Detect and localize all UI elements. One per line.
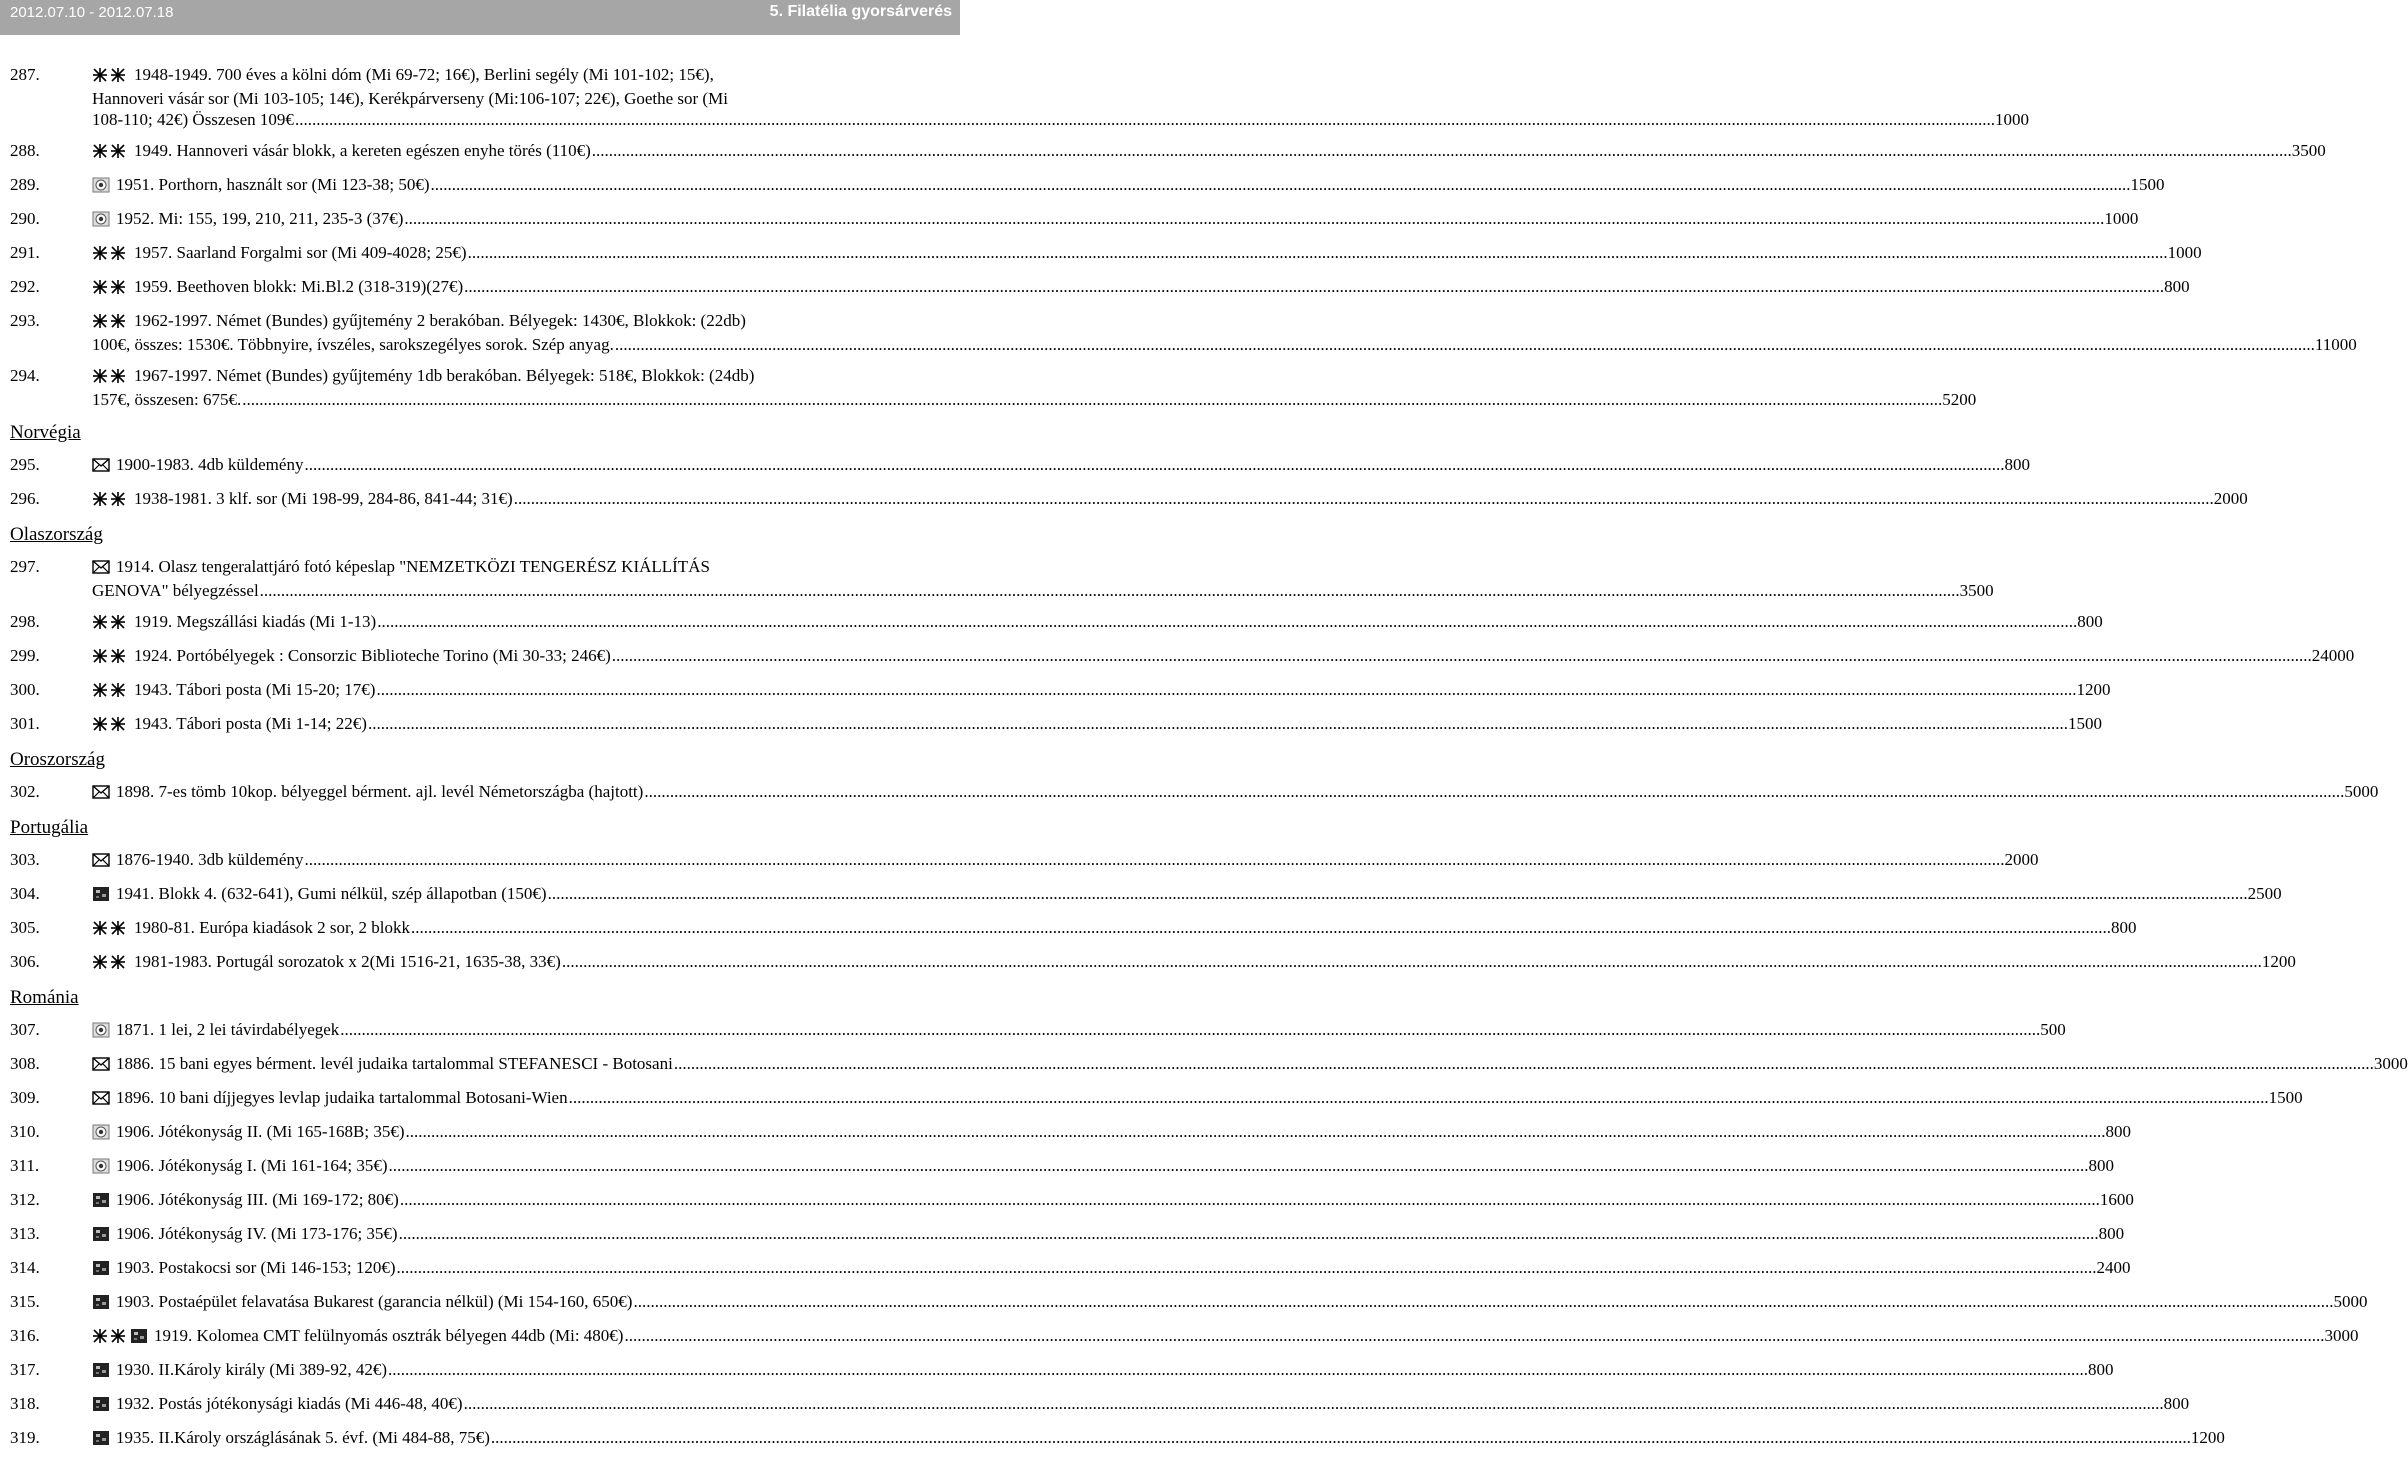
used-icon	[92, 211, 110, 232]
hinged-icon	[92, 1362, 110, 1383]
lot-entry	[10, 208, 2139, 232]
lot-entry	[10, 679, 2111, 703]
leader-dots: ................................................................................................................................................................................................................................................................................................................................................................................................................	[467, 243, 2168, 262]
lot-entry	[10, 310, 2357, 355]
mint-icon	[92, 682, 128, 703]
lot-description: GENOVA" bélyegzéssel	[92, 581, 259, 600]
leader-dots: ................................................................................................................................................................................................................................................................................................................................................................................................................	[614, 335, 2315, 354]
lot-entry	[10, 883, 2282, 907]
lot-number: 291.	[10, 243, 40, 262]
mint-icon	[92, 245, 128, 266]
lot-entry	[10, 1053, 2408, 1077]
leader-dots: ................................................................................................................................................................................................................................................................................................................................................................................................................	[259, 581, 1960, 600]
lot-price: 800	[2088, 1360, 2114, 1379]
lot-price: 800	[2111, 918, 2137, 937]
lot-description: 1871. 1 lei, 2 lei távirdabélyegek	[116, 1020, 340, 1039]
lot-number: 309.	[10, 1088, 40, 1107]
lot-description: 1896. 10 bani díjjegyes levlap judaika tartalommal Botosani-Wien	[116, 1088, 568, 1107]
leader-dots: ................................................................................................................................................................................................................................................................................................................................................................................................................	[388, 1360, 2089, 1379]
lot-number: 318.	[10, 1394, 40, 1413]
lot-number: 317.	[10, 1360, 40, 1379]
lot-price: 2500	[2247, 884, 2282, 903]
leader-dots: ................................................................................................................................................................................................................................................................................................................................................................................................................	[464, 277, 2165, 296]
lot-description: 1959. Beethoven blokk: Mi.Bl.2 (318-319)(27€)	[134, 277, 464, 296]
lot-price: 3000	[2324, 1326, 2359, 1345]
lot-price: 800	[2004, 455, 2030, 474]
lot-price: 3500	[1959, 581, 1994, 600]
lot-number: 297.	[10, 557, 40, 576]
lot-number: 290.	[10, 209, 40, 228]
country-heading: Norvégia	[10, 422, 81, 443]
leader-dots: ................................................................................................................................................................................................................................................................................................................................................................................................................	[404, 209, 2105, 228]
leader-dots: ................................................................................................................................................................................................................................................................................................................................................................................................................	[430, 175, 2131, 194]
lot-description: 1943. Tábori posta (Mi 1-14; 22€)	[134, 714, 367, 733]
hinged-icon	[92, 1192, 110, 1213]
lot-description: 1919. Megszállási kiadás (Mi 1-13)	[134, 612, 377, 631]
leader-dots: ................................................................................................................................................................................................................................................................................................................................................................................................................	[490, 1428, 2191, 1447]
lot-entry	[10, 1087, 2303, 1111]
mint-icon	[92, 313, 128, 334]
leader-dots: ................................................................................................................................................................................................................................................................................................................................................................................................................	[304, 850, 2005, 869]
lot-description: 1919. Kolomea CMT felülnyomás osztrák bélyegen 44db (Mi: 480€)	[154, 1326, 624, 1345]
mint-icon	[92, 491, 128, 512]
lot-price: 1000	[2167, 243, 2202, 262]
lot-entry	[10, 1257, 2131, 1281]
leader-dots: ................................................................................................................................................................................................................................................................................................................................................................................................................	[561, 952, 2262, 971]
lot-price: 5000	[2333, 1292, 2368, 1311]
lot-entry	[10, 365, 1977, 410]
leader-dots: ................................................................................................................................................................................................................................................................................................................................................................................................................	[367, 714, 2068, 733]
lot-entry	[10, 242, 2202, 266]
lot-entry	[10, 917, 2137, 941]
lot-price: 1200	[2261, 952, 2296, 971]
hinged-icon	[92, 1260, 110, 1281]
country-heading: Portugália	[10, 817, 89, 838]
lot-entry	[10, 1393, 2190, 1417]
lot-entry	[10, 951, 2296, 975]
hinged-icon	[92, 1430, 110, 1451]
leader-dots: ................................................................................................................................................................................................................................................................................................................................................................................................................	[673, 1054, 2374, 1073]
lot-entry	[10, 140, 2326, 164]
lot-description: 1943. Tábori posta (Mi 15-20; 17€)	[134, 680, 376, 699]
lot-description: 100€, összes: 1530€. Többnyire, ívszéles, sarokszegélyes sorok. Szép anyag.	[92, 335, 614, 354]
lot-price: 11000	[2314, 335, 2357, 354]
lot-entry	[10, 1223, 2125, 1247]
lot-description: 1948-1949. 700 éves a kölni dóm (Mi 69-72; 16€), Berlini segély (Mi 101-102; 15€),	[134, 65, 714, 84]
leader-dots: ................................................................................................................................................................................................................................................................................................................................................................................................................	[633, 1292, 2334, 1311]
lot-description: 1930. II.Károly király (Mi 389-92, 42€)	[116, 1360, 388, 1379]
page-header	[0, 0, 960, 35]
lot-price: 1000	[1994, 110, 2029, 129]
lot-number: 304.	[10, 884, 40, 903]
mint-icon	[92, 920, 128, 941]
leader-dots: ................................................................................................................................................................................................................................................................................................................................................................................................................	[398, 1224, 2099, 1243]
lot-number: 296.	[10, 489, 40, 508]
lot-price: 1500	[2268, 1088, 2303, 1107]
envelope-icon	[92, 1090, 110, 1111]
envelope-icon	[92, 852, 110, 873]
lot-entry	[10, 1325, 2359, 1349]
lot-description: 1903. Postaépület felavatása Bukarest (garancia nélkül) (Mi 154-160, 650€)	[116, 1292, 633, 1311]
lot-description: 1951. Porthorn, használt sor (Mi 123-38; 50€)	[116, 175, 430, 194]
lot-number: 314.	[10, 1258, 40, 1277]
lot-description: 1967-1997. Német (Bundes) gyűjtemény 1db berakóban. Bélyegek: 518€, Blokkok: (24db)	[134, 366, 755, 385]
lot-price: 1200	[2076, 680, 2111, 699]
lot-description: Hannoveri vásár sor (Mi 103-105; 14€), Kerékpárverseny (Mi:106-107; 22€), Goethe sor (Mi	[92, 89, 728, 108]
lot-price: 2000	[2004, 850, 2039, 869]
lot-number: 295.	[10, 455, 40, 474]
lot-description: 1898. 7-es tömb 10kop. bélyeggel bérment. ajl. levél Németországba (hajtott)	[116, 782, 644, 801]
lot-price: 5200	[1942, 390, 1977, 409]
lot-price: 800	[2105, 1122, 2132, 1141]
lot-entry	[10, 1019, 2066, 1043]
leader-dots: ................................................................................................................................................................................................................................................................................................................................................................................................................	[399, 1190, 2100, 1209]
leader-dots: ................................................................................................................................................................................................................................................................................................................................................................................................................	[377, 612, 2078, 631]
mint-icon	[92, 368, 128, 389]
leader-dots: ................................................................................................................................................................................................................................................................................................................................................................................................................	[611, 646, 2312, 665]
mint-icon	[92, 614, 128, 635]
lot-description: 1980-81. Európa kiadások 2 sor, 2 blokk	[134, 918, 411, 937]
lot-number: 298.	[10, 612, 40, 631]
country-heading: Olaszország	[10, 524, 103, 545]
lot-entry	[10, 64, 2029, 130]
lot-entry	[10, 1155, 2115, 1179]
lot-entry	[10, 645, 2355, 669]
mint-icon	[92, 143, 128, 164]
lot-description: 1941. Blokk 4. (632-641), Gumi nélkül, szép állapotban (150€)	[116, 884, 547, 903]
hinged-icon	[130, 1328, 148, 1349]
lot-list	[10, 64, 2408, 1461]
lot-number: 301.	[10, 714, 40, 733]
lot-description: 1962-1997. Német (Bundes) gyűjtemény 2 berakóban. Bélyegek: 1430€, Blokkok: (22db)	[134, 311, 746, 330]
used-icon	[92, 1124, 110, 1145]
lot-number: 315.	[10, 1292, 40, 1311]
lot-number: 316.	[10, 1326, 40, 1345]
lot-number: 307.	[10, 1020, 40, 1039]
used-icon	[92, 1158, 110, 1179]
lot-description: 1914. Olasz tengeralattjáró fotó képeslap "NEMZETKÖZI TENGERÉSZ KIÁLLÍTÁS	[116, 557, 710, 576]
lot-entry	[10, 611, 2103, 635]
lot-number: 313.	[10, 1224, 40, 1243]
lot-number: 300.	[10, 680, 40, 699]
lot-price: 1500	[2067, 714, 2102, 733]
lot-number: 294.	[10, 366, 40, 385]
mint-icon	[92, 67, 128, 88]
lot-number: 305.	[10, 918, 40, 937]
leader-dots: ................................................................................................................................................................................................................................................................................................................................................................................................................	[547, 884, 2248, 903]
mint-icon	[92, 279, 128, 300]
hinged-icon	[92, 886, 110, 907]
lot-description: 1906. Jótékonyság I. (Mi 161-164; 35€)	[116, 1156, 388, 1175]
leader-dots: ................................................................................................................................................................................................................................................................................................................................................................................................................	[463, 1394, 2164, 1413]
lot-price: 800	[2077, 612, 2103, 631]
lot-description: 1900-1983. 4db küldemény	[116, 455, 304, 474]
mint-icon	[92, 1328, 128, 1349]
lot-description: 1886. 15 bani egyes bérment. levél judaika tartalommal STEFANESCI - Botosani	[116, 1054, 673, 1073]
lot-number: 319.	[10, 1428, 40, 1447]
envelope-icon	[92, 559, 110, 580]
auction-title: 5. Filatélia gyorsárverés	[769, 3, 952, 20]
lot-description: 1876-1940. 3db küldemény	[116, 850, 304, 869]
lot-price: 1600	[2099, 1190, 2134, 1209]
leader-dots: ................................................................................................................................................................................................................................................................................................................................................................................................................	[388, 1156, 2089, 1175]
lot-number: 306.	[10, 952, 40, 971]
lot-price: 800	[2164, 277, 2190, 296]
lot-price: 500	[2040, 1020, 2066, 1039]
leader-dots: ................................................................................................................................................................................................................................................................................................................................................................................................................	[340, 1020, 2041, 1039]
lot-number: 311.	[10, 1156, 40, 1175]
lot-entry	[10, 488, 2248, 512]
lot-price: 1500	[2130, 175, 2165, 194]
lot-number: 299.	[10, 646, 40, 665]
lot-price: 24000	[2311, 646, 2355, 665]
lot-entry	[10, 1359, 2114, 1383]
lot-entry	[10, 454, 2030, 478]
lot-description: 108-110; 42€) Összesen 109€	[92, 110, 294, 129]
lot-price: 5000	[2344, 782, 2379, 801]
leader-dots: ................................................................................................................................................................................................................................................................................................................................................................................................................	[644, 782, 2345, 801]
envelope-icon	[92, 457, 110, 478]
lot-number: 293.	[10, 311, 40, 330]
lot-number: 288.	[10, 141, 40, 160]
country-heading: Románia	[10, 987, 79, 1008]
lot-price: 2400	[2096, 1258, 2131, 1277]
leader-dots: ................................................................................................................................................................................................................................................................................................................................................................................................................	[304, 455, 2005, 474]
lot-description: 1924. Portóbélyegek : Consorzic Biblioteche Torino (Mi 30-33; 246€)	[134, 646, 611, 665]
lot-price: 1000	[2104, 209, 2139, 228]
lot-number: 289.	[10, 175, 40, 194]
lot-entry	[10, 713, 2102, 737]
lot-entry	[10, 174, 2165, 198]
lot-number: 312.	[10, 1190, 40, 1209]
lot-entry	[10, 849, 2039, 873]
envelope-icon	[92, 1056, 110, 1077]
lot-description: 1938-1981. 3 klf. sor (Mi 198-99, 284-86, 841-44; 31€)	[134, 489, 513, 508]
leader-dots: ................................................................................................................................................................................................................................................................................................................................................................................................................	[242, 390, 1943, 409]
lot-number: 302.	[10, 782, 40, 801]
leader-dots: ................................................................................................................................................................................................................................................................................................................................................................................................................	[568, 1088, 2269, 1107]
lot-price: 3000	[2373, 1054, 2408, 1073]
leader-dots: ................................................................................................................................................................................................................................................................................................................................................................................................................	[294, 110, 1995, 129]
envelope-icon	[92, 784, 110, 805]
lot-price: 800	[2098, 1224, 2125, 1243]
hinged-icon	[92, 1294, 110, 1315]
lot-description: 1957. Saarland Forgalmi sor (Mi 409-4028; 25€)	[134, 243, 467, 262]
lot-entry	[10, 781, 2379, 805]
lot-entry	[10, 1121, 2132, 1145]
leader-dots: ................................................................................................................................................................................................................................................................................................................................................................................................................	[411, 918, 2112, 937]
lot-entry	[10, 556, 1994, 601]
lot-description: 1906. Jótékonyság III. (Mi 169-172; 80€)	[116, 1190, 399, 1209]
lot-number: 287.	[10, 65, 40, 84]
lot-price: 800	[2088, 1156, 2115, 1175]
mint-icon	[92, 648, 128, 669]
lot-description: 1932. Postás jótékonysági kiadás (Mi 446-48, 40€)	[116, 1394, 463, 1413]
lot-entry	[10, 1291, 2368, 1315]
lot-entry	[10, 1427, 2225, 1451]
hinged-icon	[92, 1396, 110, 1417]
lot-description: 157€, összesen: 675€.	[92, 390, 242, 409]
leader-dots: ................................................................................................................................................................................................................................................................................................................................................................................................................	[591, 141, 2292, 160]
lot-number: 303.	[10, 850, 40, 869]
lot-description: 1981-1983. Portugál sorozatok x 2(Mi 1516-21, 1635-38, 33€)	[134, 952, 561, 971]
country-heading: Oroszország	[10, 749, 105, 770]
lot-price: 1200	[2190, 1428, 2225, 1447]
date-range: 2012.07.10 - 2012.07.18	[10, 4, 174, 21]
lot-entry	[10, 1189, 2134, 1213]
lot-number: 292.	[10, 277, 40, 296]
lot-description: 1949. Hannoveri vásár blokk, a kereten egészen enyhe törés (110€)	[134, 141, 591, 160]
leader-dots: ................................................................................................................................................................................................................................................................................................................................................................................................................	[376, 680, 2077, 699]
lot-price: 800	[2163, 1394, 2190, 1413]
lot-number: 308.	[10, 1054, 40, 1073]
leader-dots: ................................................................................................................................................................................................................................................................................................................................................................................................................	[396, 1258, 2097, 1277]
lot-description: 1952. Mi: 155, 199, 210, 211, 235-3 (37€)	[116, 209, 404, 228]
hinged-icon	[92, 1226, 110, 1247]
lot-price: 2000	[2213, 489, 2248, 508]
lot-description: 1906. Jótékonyság IV. (Mi 173-176; 35€)	[116, 1224, 398, 1243]
used-icon	[92, 1022, 110, 1043]
leader-dots: ................................................................................................................................................................................................................................................................................................................................................................................................................	[405, 1122, 2106, 1141]
leader-dots: ................................................................................................................................................................................................................................................................................................................................................................................................................	[624, 1326, 2325, 1345]
lot-description: 1935. II.Károly országlásának 5. évf. (Mi 484-88, 75€)	[116, 1428, 490, 1447]
lot-number: 310.	[10, 1122, 40, 1141]
used-icon	[92, 177, 110, 198]
lot-description: 1906. Jótékonyság II. (Mi 165-168B; 35€)	[116, 1122, 405, 1141]
lot-price: 3500	[2291, 141, 2326, 160]
lot-description: 1903. Postakocsi sor (Mi 146-153; 120€)	[116, 1258, 396, 1277]
leader-dots: ................................................................................................................................................................................................................................................................................................................................................................................................................	[513, 489, 2214, 508]
lot-entry	[10, 276, 2190, 300]
mint-icon	[92, 716, 128, 737]
mint-icon	[92, 954, 128, 975]
